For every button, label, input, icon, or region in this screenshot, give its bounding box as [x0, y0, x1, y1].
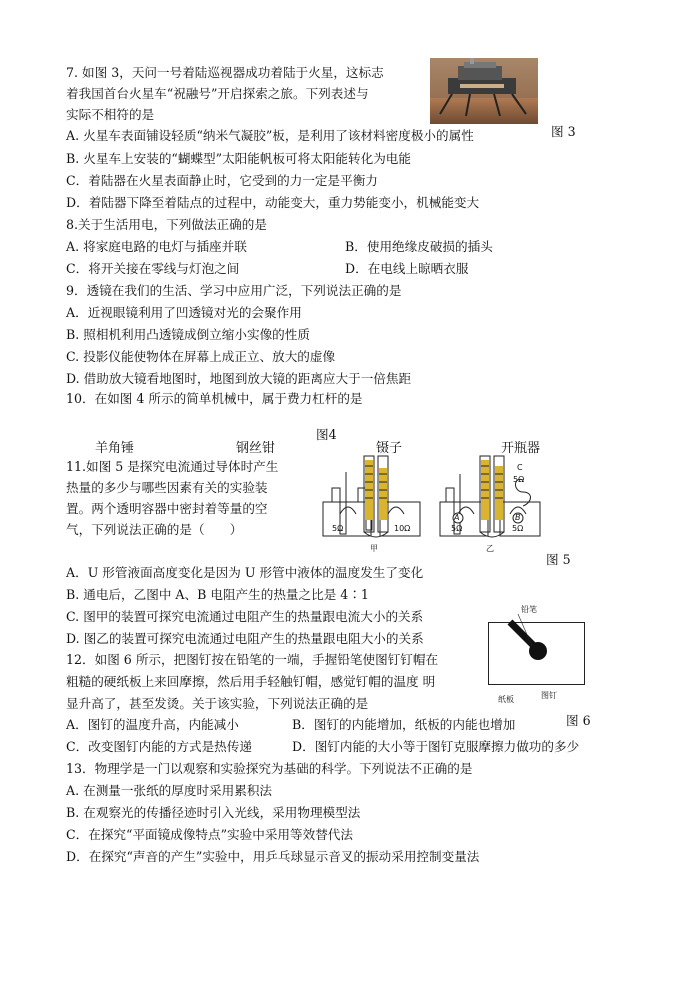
q12-stem-line3: 显升高了，甚至发烫。关于该实验，下列说法正确的是: [66, 696, 369, 711]
q12-stem-line2: 粗糙的硬纸板上来回摩擦，然后用手轻触钉帽，感觉钉帽的温度 明: [66, 674, 436, 689]
q8-stem: 8.关于生活用电，下列做法正确的是: [66, 217, 267, 232]
q11-option-c: C. 图甲的装置可探究电流通过电阻产生的热量跟电流大小的关系: [66, 609, 424, 624]
q13-option-b: B. 在观察光的传播径迹时引入光线，采用物理模型法: [66, 805, 361, 820]
fig5-diagram: [318, 452, 548, 552]
q11-option-d: D. 图乙的装置可探究电流通过电阻产生的热量跟电阻大小的关系: [66, 631, 424, 646]
fig5-jia: 甲: [370, 544, 378, 553]
q7-stem-line2: 着我国首台火星车“祝融号”开启探索之旅。下列表述与: [66, 86, 369, 101]
fig5-r2: 10Ω: [394, 524, 411, 533]
q11-stem-line4: 气，下列说法正确的是（ ）: [66, 522, 243, 537]
fig4-caption: 图4: [316, 427, 337, 442]
q7-stem-line3: 实际不相符的是: [66, 107, 155, 122]
q10-stem: 10．在如图 4 所示的简单机械中，属于费力杠杆的是: [66, 391, 363, 406]
q11-option-b: B. 通电后，乙图中 A、B 电阻产生的热量之比是 4∶1: [66, 587, 369, 602]
q12-stem-line1: 12．如图 6 所示，把图钉按在铅笔的一端，手握铅笔使图钉钉帽在: [66, 652, 439, 667]
fig6-caption: 图 6: [566, 713, 591, 728]
fig5-c: C: [517, 463, 523, 472]
q8-option-c: C．将开关接在零线与灯泡之间: [66, 261, 240, 276]
q11-stem-line1: 11.如图 5 是探究电流通过导体时产生: [66, 459, 279, 474]
fig5-r5: 5Ω: [513, 475, 525, 484]
q8-option-d: D．在电线上晾晒衣服: [345, 261, 469, 276]
fig5-b: B: [515, 513, 521, 522]
fig5-caption: 图 5: [546, 552, 571, 567]
q11-stem-line3: 置。两个透明容器中密封着等量的空: [66, 501, 268, 516]
tool-label-claw-hammer: 羊角锤: [95, 441, 135, 456]
q12-option-c: C．改变图钉内能的方式是热传递: [66, 739, 252, 754]
q13-stem: 13．物理学是一门以观察和实验探究为基础的科学。下列说法不正确的是: [66, 761, 473, 776]
q9-option-d: D. 借助放大镜看地图时，地图到放大镜的距离应大于一倍焦距: [66, 371, 412, 386]
q7-option-d: D．着陆器下降至着陆点的过程中，动能变大，重力势能变小，机械能变大: [66, 195, 480, 210]
q12-option-b: B．图钉的内能增加，纸板的内能也增加: [292, 717, 516, 732]
fig6-pencil-label: 铅笔: [521, 605, 537, 614]
fig6-board-label: 纸板: [498, 695, 514, 704]
q13-option-c: C．在探究“平面镜成像特点”实验中采用等效替代法: [66, 827, 353, 842]
q12-option-d: D．图钉内能的大小等于图钉克服摩擦力做功的多少: [292, 739, 580, 754]
q7-option-c: C．着陆器在火星表面静止时，它受到的力一定是平衡力: [66, 173, 378, 188]
q9-option-b: B. 照相机利用凸透镜成倒立缩小实像的性质: [66, 327, 310, 342]
mars-lander-photo: [430, 58, 538, 124]
q7-stem-line1: 7. 如图 3，天问一号着陆巡视器成功着陆于火星，这标志: [66, 65, 384, 80]
fig6-diagram: [488, 620, 586, 686]
q9-stem: 9．透镜在我们的生活、学习中应用广泛，下列说法正确的是: [66, 283, 402, 298]
fig5-r1: 5Ω: [332, 524, 344, 533]
q12-option-a: A．图钉的温度升高，内能减小: [66, 717, 239, 732]
tool-label-bottle-opener: 开瓶器: [501, 441, 541, 456]
tool-label-wire-pliers: 钢丝钳: [236, 441, 276, 456]
fig5-r4: 5Ω: [512, 524, 524, 533]
q9-option-a: A．近视眼镜利用了凹透镜对光的会聚作用: [66, 305, 302, 320]
q8-option-b: B．使用绝缘皮破损的插头: [345, 239, 493, 254]
fig3-caption: 图 3: [551, 124, 576, 139]
q13-option-a: A. 在测量一张纸的厚度时采用累积法: [66, 783, 273, 798]
q11-option-a: A．U 形管液面高度变化是因为 U 形管中液体的温度发生了变化: [66, 565, 424, 580]
q7-option-b: B. 火星车上安装的“蝴蝶型”太阳能帆板可将太阳能转化为电能: [66, 151, 411, 166]
q13-option-d: D．在探究“声音的产生”实验中，用乒乓球显示音叉的振动采用控制变量法: [66, 849, 480, 864]
q7-option-a: A. 火星车表面铺设轻质“纳米气凝胶”板，是利用了该材料密度极小的属性: [66, 128, 474, 143]
fig5-a: A: [454, 513, 460, 522]
q11-stem-line2: 热量的多少与哪些因素有关的实验装: [66, 480, 268, 495]
fig6-pin-label: 图钉: [541, 691, 557, 700]
fig5-r3: 5Ω: [451, 524, 463, 533]
q8-option-a: A. 将家庭电路的电灯与插座并联: [66, 239, 247, 254]
tool-label-tweezers: 镊子: [376, 441, 403, 456]
q9-option-c: C. 投影仪能使物体在屏幕上成正立、放大的虚像: [66, 349, 336, 364]
fig5-yi: 乙: [486, 544, 494, 553]
